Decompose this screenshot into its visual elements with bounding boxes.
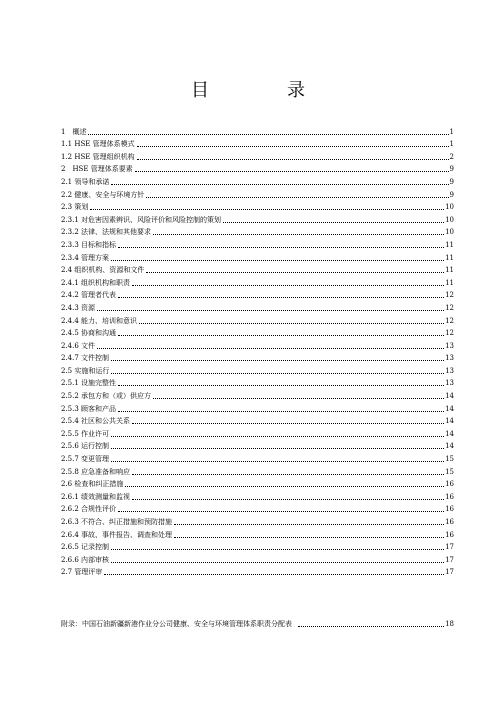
toc-entry-label: 2 HSE 管理体系要素 <box>61 165 133 174</box>
toc-entry-label: 1 概述 <box>61 127 87 136</box>
toc-entry-page: 16 <box>445 530 454 539</box>
toc-entry[interactable] <box>61 439 454 452</box>
toc-entry[interactable] <box>61 464 454 477</box>
toc-entry-label: 2.6.2 合规性评价 <box>61 505 117 514</box>
toc-entry-page: 14 <box>445 392 454 401</box>
toc-entry-page: 11 <box>445 253 454 262</box>
toc-entry[interactable] <box>61 401 454 414</box>
toc-entry[interactable] <box>61 351 454 364</box>
toc-dot-leader <box>111 373 444 374</box>
toc-entry-label: 2.6.5 记录控制 <box>61 543 110 552</box>
toc-entry[interactable] <box>61 540 454 553</box>
toc-entry[interactable] <box>61 174 454 187</box>
toc-entry-label: 2.6.4 事故、事件报告、调查和处理 <box>61 530 173 539</box>
page-title: 目 录 <box>191 80 335 101</box>
toc-entry-page: 12 <box>445 303 454 312</box>
toc-dot-leader <box>118 411 444 412</box>
toc-entry[interactable] <box>61 250 454 263</box>
toc-entry-label: 2.5 实施和运行 <box>61 366 110 375</box>
toc-dot-leader <box>118 247 444 248</box>
toc-dot-leader <box>153 234 444 235</box>
toc-entry-page: 10 <box>445 203 454 212</box>
toc-entry-page: 11 <box>445 240 454 249</box>
toc-dot-leader <box>146 197 448 198</box>
toc-dot-leader <box>88 134 448 135</box>
toc-entry-page: 11 <box>445 266 454 275</box>
toc-dot-leader <box>137 159 449 160</box>
toc-entry-page: 9 <box>449 190 454 199</box>
toc-dot-leader <box>118 297 444 298</box>
toc-entry-page: 14 <box>445 417 454 426</box>
toc-dot-leader <box>137 146 449 147</box>
toc-dot-leader <box>223 222 444 223</box>
toc-entry-page: 14 <box>445 442 454 451</box>
toc-entry-label: 2.6.3 不符合、纠正措施和预防措施 <box>61 518 173 526</box>
toc-entry-label: 1.1 HSE 管理体系模式 <box>61 140 135 149</box>
toc-entry-page: 9 <box>449 177 454 186</box>
toc-entry[interactable] <box>61 552 454 565</box>
toc-dot-leader <box>111 461 444 462</box>
toc-dot-leader <box>132 499 444 500</box>
toc-dot-leader <box>111 260 444 261</box>
toc-dot-leader <box>97 348 444 349</box>
toc-dot-leader <box>132 285 444 286</box>
toc-entry-label: 2.4.2 管理者代表 <box>61 291 117 300</box>
toc-entry[interactable] <box>61 514 454 527</box>
toc-dot-leader <box>146 272 444 273</box>
toc-entry-label: 2.3.1 对危害因素辨识、风险评价和风险控制的策划 <box>61 215 222 224</box>
toc-entry-label: 2.4.3 资源 <box>61 303 96 312</box>
toc-entry-label: 2.3.4 管理方案 <box>61 253 110 262</box>
toc-dot-leader <box>111 360 444 361</box>
toc-entry-label: 2.4.5 协商和沟通 <box>61 329 117 338</box>
toc-dot-leader <box>118 511 444 512</box>
toc-entry-page: 16 <box>445 492 454 501</box>
toc-entry-page: 12 <box>445 291 454 300</box>
toc-entry-label: 2.2 健康、安全与环境方针 <box>61 190 145 199</box>
toc-entry-page: 16 <box>445 480 454 489</box>
toc-entry[interactable] <box>61 527 454 540</box>
toc-appendix-page: 18 <box>445 620 454 628</box>
toc-entry-page: 16 <box>445 505 454 514</box>
toc-entry-page: 16 <box>445 518 454 526</box>
toc-entry-label: 2.3 策划 <box>61 203 89 212</box>
toc-appendix-entry[interactable] <box>61 619 454 629</box>
toc-entry[interactable] <box>61 313 454 326</box>
toc-entry[interactable] <box>61 237 454 250</box>
toc-entry-label: 2.4.6 文件 <box>61 341 96 350</box>
toc-entry[interactable] <box>61 338 454 351</box>
toc-entry-page: 14 <box>445 404 454 413</box>
toc-dot-leader <box>111 184 448 185</box>
toc-entry[interactable] <box>61 326 454 339</box>
toc-entry-page: 13 <box>445 379 454 388</box>
toc-entry[interactable] <box>61 149 454 162</box>
toc-dot-leader <box>125 486 444 487</box>
toc-entry-label: 2.5.4 社区和公共关系 <box>61 417 131 426</box>
toc-dot-leader <box>111 549 444 550</box>
toc-entry-label: 2.5.5 作业许可 <box>61 429 110 438</box>
toc-entry[interactable] <box>61 275 454 288</box>
toc-entry-label: 2.3.2 法律、法规和其他要求 <box>61 228 152 237</box>
toc-entry-page: 9 <box>449 165 454 174</box>
toc-entry[interactable] <box>61 187 454 200</box>
toc-dot-leader <box>132 474 444 475</box>
toc-entry-page: 17 <box>445 543 454 552</box>
toc-entry-page: 13 <box>445 366 454 375</box>
toc-entry-label: 1.2 HSE 管理组织机构 <box>61 152 135 161</box>
toc-entry[interactable] <box>61 451 454 464</box>
toc-dot-leader <box>111 448 444 449</box>
toc-entry-label: 2.5.2 承包方和（或）供应方 <box>61 392 152 401</box>
toc-entry-label: 2.5.6 运行控制 <box>61 442 110 451</box>
toc-entry[interactable] <box>61 225 454 238</box>
toc-entry[interactable] <box>61 200 454 213</box>
toc-dot-leader <box>135 171 449 172</box>
toc-dot-leader <box>90 209 444 210</box>
toc-entry-page: 15 <box>445 455 454 464</box>
toc-entry-page: 14 <box>445 429 454 438</box>
toc-entry[interactable] <box>61 414 454 427</box>
toc-entry[interactable] <box>61 376 454 389</box>
toc-entry[interactable] <box>61 263 454 276</box>
toc-entry[interactable] <box>61 124 454 137</box>
toc-dot-leader <box>111 436 444 437</box>
toc-dot-leader <box>111 562 444 563</box>
toc-dot-leader <box>132 423 444 424</box>
toc-entry-page: 1 <box>449 140 454 149</box>
toc-entry-page: 17 <box>445 555 454 564</box>
toc-entry[interactable] <box>61 212 454 225</box>
toc-entry-label: 2.4.1 组织机构和职责 <box>61 278 131 287</box>
toc-entry[interactable] <box>61 137 454 150</box>
toc-entry-label: 2.3.3 目标和指标 <box>61 240 117 249</box>
toc-dot-leader <box>174 524 444 525</box>
table-of-contents <box>61 124 454 577</box>
toc-dot-leader <box>118 385 444 386</box>
toc-entry-page: 2 <box>449 152 454 161</box>
toc-dot-leader <box>118 335 444 336</box>
toc-entry-page: 13 <box>445 354 454 363</box>
toc-entry-page: 17 <box>445 568 454 577</box>
toc-dot-leader <box>139 323 444 324</box>
toc-entry-label: 2.4.7 文件控制 <box>61 354 110 363</box>
toc-appendix-label: 附录：中国石油新疆新港作业分公司健康、安全与环境管理体系职责分配表 <box>61 620 292 628</box>
toc-entry-label: 2.5.3 顾客和产品 <box>61 404 117 413</box>
toc-entry-label: 2.4 组织机构、资源和文件 <box>61 266 145 275</box>
toc-entry-label: 2.4.4 能力、培训和意识 <box>61 316 138 325</box>
toc-entry[interactable] <box>61 502 454 515</box>
toc-entry[interactable] <box>61 300 454 313</box>
toc-dot-leader <box>298 626 444 627</box>
toc-dot-leader <box>153 398 444 399</box>
toc-entry-page: 10 <box>445 215 454 224</box>
toc-entry-label: 2.6.1 绩效测量和监视 <box>61 492 131 501</box>
toc-entry[interactable] <box>61 288 454 301</box>
toc-entry[interactable] <box>61 489 454 502</box>
toc-entry[interactable] <box>61 388 454 401</box>
toc-dot-leader <box>174 537 444 538</box>
toc-dot-leader <box>97 310 444 311</box>
toc-entry-page: 12 <box>445 329 454 338</box>
toc-entry[interactable] <box>61 426 454 439</box>
toc-entry-label: 2.7 管理评审 <box>61 568 103 577</box>
toc-entry-page: 15 <box>445 467 454 476</box>
toc-entry[interactable] <box>61 477 454 490</box>
toc-entry-page: 13 <box>445 341 454 350</box>
toc-entry-label: 2.1 领导和承诺 <box>61 177 110 186</box>
toc-entry-label: 2.5.8 应急准备和响应 <box>61 467 131 476</box>
toc-entry-page: 10 <box>445 228 454 237</box>
toc-entry-page: 12 <box>445 316 454 325</box>
toc-entry[interactable] <box>61 162 454 175</box>
toc-entry-label: 2.5.1 设施完整性 <box>61 379 117 388</box>
toc-entry-page: 11 <box>445 278 454 287</box>
toc-entry[interactable] <box>61 363 454 376</box>
toc-entry-label: 2.6.6 内部审核 <box>61 555 110 564</box>
toc-entry-label: 2.6 检查和纠正措施 <box>61 480 124 489</box>
toc-entry-page: 1 <box>449 127 454 136</box>
toc-entry-label: 2.5.7 变更管理 <box>61 455 110 464</box>
toc-dot-leader <box>104 574 444 575</box>
toc-entry[interactable] <box>61 565 454 578</box>
